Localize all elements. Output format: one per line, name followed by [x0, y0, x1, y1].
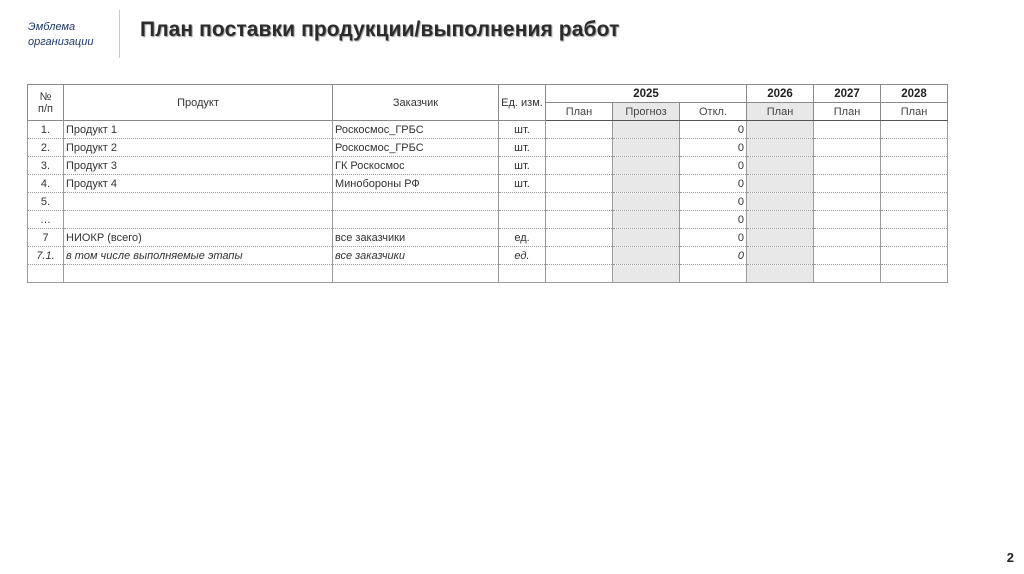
- header-num-line1: №: [39, 90, 52, 103]
- cell-num: 1.: [28, 121, 64, 139]
- cell-2025-forecast: [613, 193, 680, 211]
- cell-product: Продукт 2: [64, 139, 333, 157]
- cell-unit: ед.: [499, 229, 546, 247]
- table-row: [28, 193, 948, 211]
- cell-2025-plan: [546, 121, 613, 139]
- cell-2027-plan: [814, 193, 881, 211]
- table-row: [28, 229, 948, 247]
- cell-2025-plan: [546, 157, 613, 175]
- cell-2026-plan: [747, 139, 814, 157]
- header-2025-deviation: Откл.: [680, 103, 747, 121]
- cell-2027-plan: [814, 247, 881, 265]
- cell-2026-plan: [747, 211, 814, 229]
- cell-2027-plan: [814, 211, 881, 229]
- cell-2025-plan: [546, 265, 613, 283]
- cell-2025-forecast: [613, 247, 680, 265]
- supply-plan-table: [27, 84, 948, 283]
- cell-num: …: [28, 211, 64, 229]
- cell-2025-forecast: [613, 139, 680, 157]
- table-row: [28, 211, 948, 229]
- cell-unit: шт.: [499, 157, 546, 175]
- cell-num: [28, 265, 64, 283]
- cell-customer: [333, 211, 499, 229]
- cell-customer: все заказчики: [333, 229, 499, 247]
- cell-2025-forecast: [613, 121, 680, 139]
- cell-num: 7.1.: [28, 247, 64, 265]
- cell-num: 3.: [28, 157, 64, 175]
- cell-2028-plan: [881, 193, 948, 211]
- cell-2027-plan: [814, 157, 881, 175]
- cell-unit: [499, 211, 546, 229]
- cell-2025-plan: [546, 247, 613, 265]
- cell-2025-deviation: 0: [680, 157, 747, 175]
- table-row: [28, 265, 948, 283]
- cell-unit: ед.: [499, 247, 546, 265]
- cell-2025-forecast: [613, 175, 680, 193]
- cell-customer: Минобороны РФ: [333, 175, 499, 193]
- cell-2026-plan: [747, 247, 814, 265]
- header-2027-plan: План: [814, 103, 881, 121]
- header-2028-plan: План: [881, 103, 948, 121]
- table-row: [28, 247, 948, 265]
- cell-product: НИОКР (всего): [64, 229, 333, 247]
- cell-product: в том числе выполняемые этапы: [64, 247, 333, 265]
- cell-2028-plan: [881, 139, 948, 157]
- cell-2027-plan: [814, 139, 881, 157]
- table-body: [28, 121, 948, 283]
- header-year-2027: 2027: [814, 85, 881, 103]
- cell-2025-plan: [546, 211, 613, 229]
- cell-customer: Роскосмос_ГРБС: [333, 121, 499, 139]
- cell-unit: [499, 265, 546, 283]
- cell-product: Продукт 1: [64, 121, 333, 139]
- cell-2026-plan: [747, 121, 814, 139]
- cell-2027-plan: [814, 229, 881, 247]
- cell-num: 4.: [28, 175, 64, 193]
- cell-2025-forecast: [613, 157, 680, 175]
- table-header: [28, 85, 948, 121]
- cell-num: 5.: [28, 193, 64, 211]
- cell-2025-deviation: [680, 265, 747, 283]
- cell-2025-plan: [546, 139, 613, 157]
- cell-2025-deviation: 0: [680, 121, 747, 139]
- header-unit: Ед. изм.: [499, 85, 546, 121]
- header-2025-forecast: Прогноз: [613, 103, 680, 121]
- cell-2025-forecast: [613, 211, 680, 229]
- cell-unit: шт.: [499, 121, 546, 139]
- page-title: План поставки продукции/выполнения работ: [140, 18, 620, 41]
- cell-num: 7: [28, 229, 64, 247]
- cell-product: Продукт 4: [64, 175, 333, 193]
- table-row: [28, 139, 948, 157]
- cell-product: Продукт 3: [64, 157, 333, 175]
- cell-product: [64, 211, 333, 229]
- cell-2028-plan: [881, 175, 948, 193]
- cell-2025-deviation: 0: [680, 175, 747, 193]
- cell-2025-deviation: 0: [680, 247, 747, 265]
- cell-customer: [333, 193, 499, 211]
- cell-2025-deviation: 0: [680, 211, 747, 229]
- header-year-2026: 2026: [747, 85, 814, 103]
- header-customer: Заказчик: [333, 85, 499, 121]
- cell-unit: шт.: [499, 139, 546, 157]
- cell-2028-plan: [881, 211, 948, 229]
- cell-unit: [499, 193, 546, 211]
- header-num: [28, 85, 64, 121]
- cell-2027-plan: [814, 265, 881, 283]
- cell-product: [64, 265, 333, 283]
- table-row: [28, 157, 948, 175]
- cell-2026-plan: [747, 193, 814, 211]
- cell-num: 2.: [28, 139, 64, 157]
- header-num-line2: п/п: [38, 102, 53, 115]
- cell-product: [64, 193, 333, 211]
- header-2025-plan: План: [546, 103, 613, 121]
- header-year-2025: 2025: [546, 85, 747, 103]
- cell-2027-plan: [814, 175, 881, 193]
- cell-customer: все заказчики: [333, 247, 499, 265]
- emblem-label-line2: организации: [28, 36, 94, 48]
- header-2026-plan: План: [747, 103, 814, 121]
- table-row: [28, 121, 948, 139]
- cell-2026-plan: [747, 157, 814, 175]
- cell-2028-plan: [881, 229, 948, 247]
- cell-2025-deviation: 0: [680, 193, 747, 211]
- header-divider: [119, 10, 120, 58]
- cell-2025-plan: [546, 229, 613, 247]
- cell-2026-plan: [747, 229, 814, 247]
- organization-emblem-placeholder: [28, 20, 118, 50]
- cell-customer: ГК Роскосмос: [333, 157, 499, 175]
- emblem-label-line1: Эмблема: [28, 21, 76, 33]
- table-header-row-years: [28, 85, 948, 103]
- cell-2028-plan: [881, 247, 948, 265]
- cell-2028-plan: [881, 265, 948, 283]
- cell-2025-plan: [546, 193, 613, 211]
- header-product: Продукт: [64, 85, 333, 121]
- cell-unit: шт.: [499, 175, 546, 193]
- cell-customer: [333, 265, 499, 283]
- cell-2025-forecast: [613, 265, 680, 283]
- cell-2025-forecast: [613, 229, 680, 247]
- cell-2025-plan: [546, 175, 613, 193]
- cell-2026-plan: [747, 265, 814, 283]
- cell-2025-deviation: 0: [680, 139, 747, 157]
- table-row: [28, 175, 948, 193]
- cell-2028-plan: [881, 121, 948, 139]
- cell-2028-plan: [881, 157, 948, 175]
- cell-2025-deviation: 0: [680, 229, 747, 247]
- header-year-2028: 2028: [881, 85, 948, 103]
- cell-2026-plan: [747, 175, 814, 193]
- page-number: 2: [1006, 550, 1014, 565]
- cell-2027-plan: [814, 121, 881, 139]
- cell-customer: Роскосмос_ГРБС: [333, 139, 499, 157]
